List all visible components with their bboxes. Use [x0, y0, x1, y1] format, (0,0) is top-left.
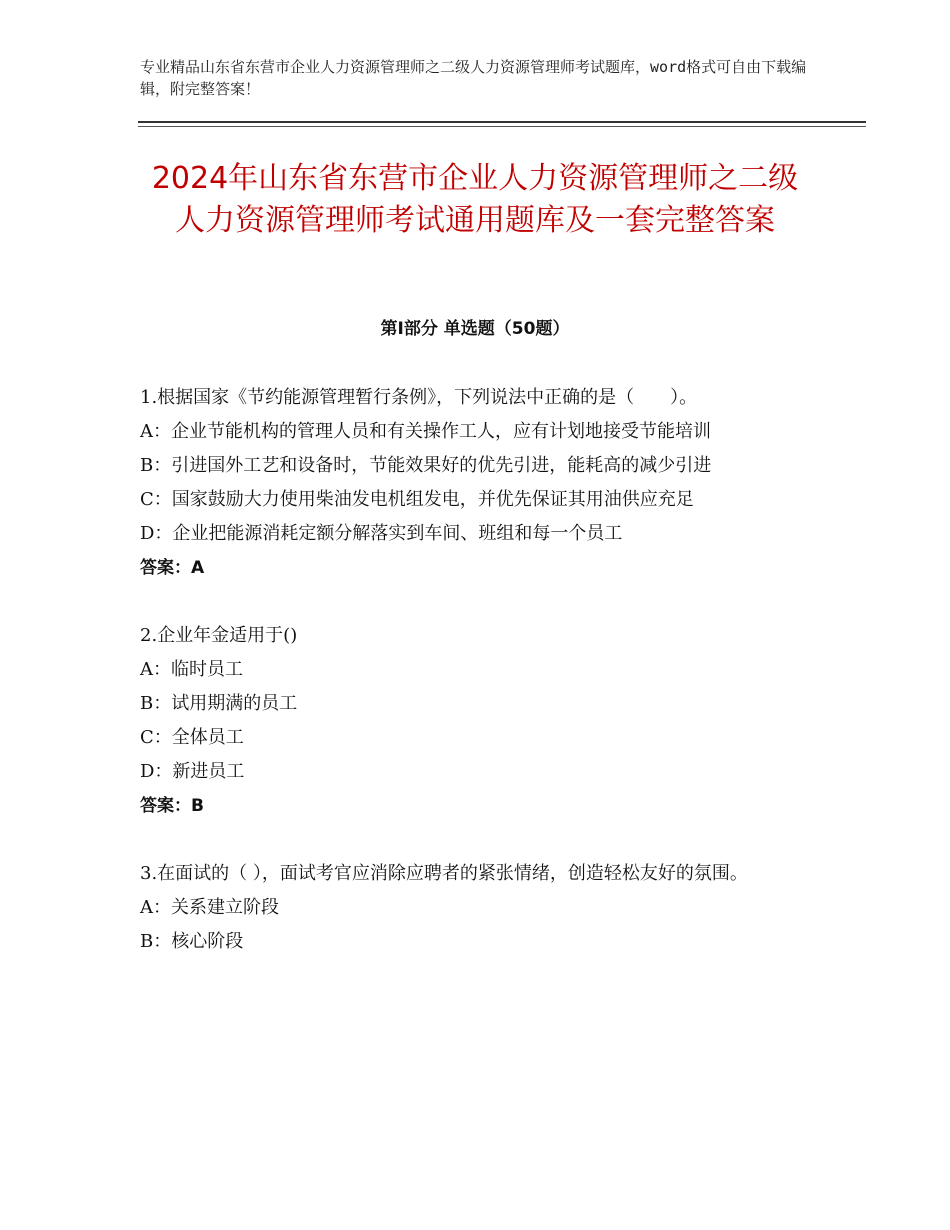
document-title: 2024年山东省东营市企业人力资源管理师之二级人力资源管理师考试通用题库及一套完整答案: [151, 161, 799, 238]
question-3: [140, 857, 820, 959]
question-stem: 3.在面试的（ ），面试考官应消除应聘者的紧张情绪，创造轻松友好的氛围。: [140, 863, 748, 884]
question-1: [140, 381, 820, 585]
question-list: [140, 381, 820, 993]
question-stem: 1.根据国家《节约能源管理暂行条例》，下列说法中正确的是（ ）。: [140, 387, 698, 408]
option-d: D：企业把能源消耗定额分解落实到车间、班组和每一个员工: [140, 523, 623, 544]
header-rule-thin: [138, 126, 866, 127]
option-c: C：国家鼓励大力使用柴油发电机组发电，并优先保证其用油供应充足: [140, 489, 694, 510]
answer-label: 答案：B: [140, 796, 204, 816]
option-b: B：试用期满的员工: [140, 693, 298, 714]
option-a: A：企业节能机构的管理人员和有关操作工人，应有计划地接受节能培训: [140, 421, 711, 442]
option-c: C：全体员工: [140, 727, 244, 748]
header-rule-thick: [138, 121, 866, 123]
option-a: A：关系建立阶段: [140, 897, 279, 918]
answer-label: 答案：A: [140, 558, 205, 578]
option-b: B：核心阶段: [140, 931, 244, 952]
question-stem: 2.企业年金适用于(): [140, 625, 298, 646]
section-title: 第Ⅰ部分 单选题（50题）: [380, 319, 570, 339]
option-b: B：引进国外工艺和设备时，节能效果好的优先引进，能耗高的减少引进: [140, 455, 712, 476]
option-a: A：临时员工: [140, 659, 243, 680]
header-note: 专业精品山东省东营市企业人力资源管理师之二级人力资源管理师考试题库，word格式可自由下载编辑，附完整答案！: [140, 58, 807, 98]
option-d: D：新进员工: [140, 761, 245, 782]
question-2: [140, 619, 820, 823]
